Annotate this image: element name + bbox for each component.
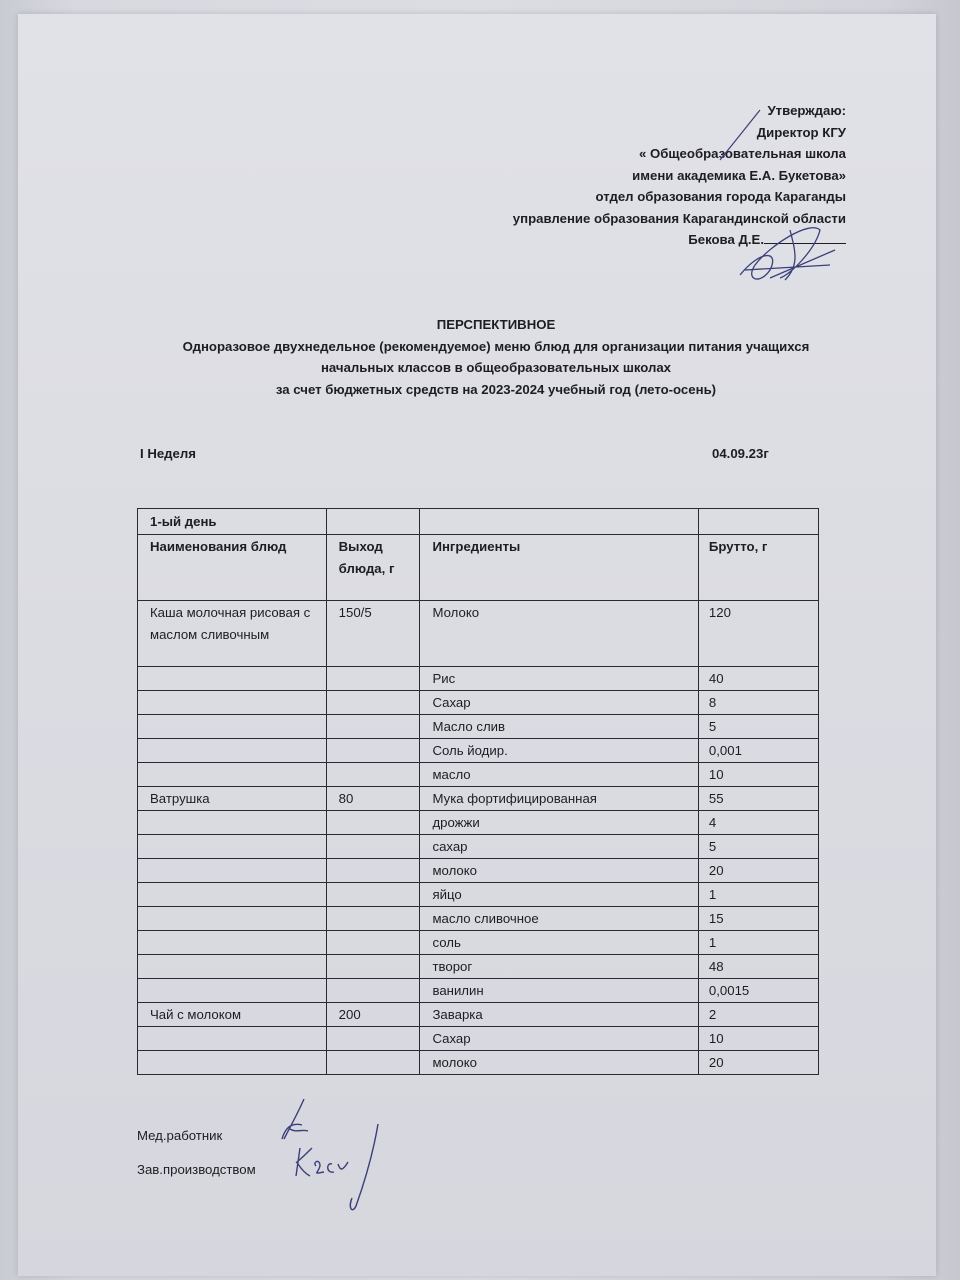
gross-weight-cell: 15 xyxy=(698,907,818,931)
ingredient-cell: Молоко xyxy=(420,601,698,667)
yield-cell: 80 xyxy=(326,787,420,811)
production-label: Зав.производством xyxy=(137,1162,256,1177)
ingredient-cell: молоко xyxy=(420,859,698,883)
table-row xyxy=(138,691,819,715)
yield-cell xyxy=(326,715,420,739)
gross-weight-cell: 20 xyxy=(698,1051,818,1075)
empty-cell xyxy=(420,509,698,535)
gross-weight-cell: 0,001 xyxy=(698,739,818,763)
day-label: 1-ый день xyxy=(138,509,327,535)
yield-cell xyxy=(326,1027,420,1051)
yield-cell xyxy=(326,835,420,859)
header-ingredient: Ингредиенты xyxy=(420,535,698,601)
yield-cell xyxy=(326,1051,420,1075)
dish-name-cell xyxy=(138,715,327,739)
yield-cell xyxy=(326,763,420,787)
yield-cell xyxy=(326,691,420,715)
ingredient-cell: сахар xyxy=(420,835,698,859)
approval-line: Утверждаю: xyxy=(767,103,846,118)
yield-cell xyxy=(326,979,420,1003)
yield-cell xyxy=(326,859,420,883)
header-dish: Наименования блюд xyxy=(138,535,327,601)
yield-cell xyxy=(326,883,420,907)
table-row xyxy=(138,979,819,1003)
table-row xyxy=(138,859,819,883)
table-row xyxy=(138,715,819,739)
director-signature xyxy=(700,100,850,290)
yield-cell xyxy=(326,955,420,979)
approval-line: « Общеобразовательная школа xyxy=(639,146,846,161)
table-row xyxy=(138,1051,819,1075)
gross-weight-cell: 1 xyxy=(698,883,818,907)
gross-weight-cell: 55 xyxy=(698,787,818,811)
dish-name-cell xyxy=(138,931,327,955)
dish-name-cell xyxy=(138,667,327,691)
gross-weight-cell: 48 xyxy=(698,955,818,979)
yield-cell: 200 xyxy=(326,1003,420,1027)
medic-label: Мед.работник xyxy=(137,1128,223,1143)
dish-name-cell xyxy=(138,1027,327,1051)
table-row xyxy=(138,955,819,979)
table-row xyxy=(138,601,819,667)
gross-weight-cell: 120 xyxy=(698,601,818,667)
dish-name-cell xyxy=(138,691,327,715)
signer-name: Бекова Д.Е. xyxy=(688,232,764,247)
ingredient-cell: яйцо xyxy=(420,883,698,907)
title-line: начальных классов в общеобразовательных школах xyxy=(320,360,672,375)
gross-weight-cell: 0,0015 xyxy=(698,979,818,1003)
gross-weight-cell: 4 xyxy=(698,811,818,835)
header-gross: Брутто, г xyxy=(698,535,818,601)
dish-name-cell xyxy=(138,835,327,859)
table-row xyxy=(138,667,819,691)
table-row xyxy=(138,907,819,931)
ingredient-cell: соль xyxy=(420,931,698,955)
yield-cell: 150/5 xyxy=(326,601,420,667)
gross-weight-cell: 10 xyxy=(698,763,818,787)
yield-cell xyxy=(326,739,420,763)
gross-weight-cell: 8 xyxy=(698,691,818,715)
yield-cell xyxy=(326,907,420,931)
yield-cell xyxy=(326,811,420,835)
table-row xyxy=(138,739,819,763)
ingredient-cell: молоко xyxy=(420,1051,698,1075)
ingredient-cell: Масло слив xyxy=(420,715,698,739)
table-row xyxy=(138,931,819,955)
approval-line: имени академика Е.А. Букетова» xyxy=(632,167,846,183)
document-date: 04.09.23г xyxy=(712,446,769,461)
ingredient-cell: ванилин xyxy=(420,979,698,1003)
ingredient-cell: Соль йодир. xyxy=(420,739,698,763)
ingredient-cell: масло сливочное xyxy=(420,907,698,931)
ingredient-cell: творог xyxy=(420,955,698,979)
signature-stroke xyxy=(740,228,835,280)
menu-table xyxy=(137,508,819,1075)
approval-line: управление образования Карагандинской области xyxy=(512,210,846,226)
document-title xyxy=(140,314,852,400)
dish-name-cell xyxy=(138,955,327,979)
ingredient-cell: дрожжи xyxy=(420,811,698,835)
dish-name-cell xyxy=(138,1051,327,1075)
dish-name-cell: Ватрушка xyxy=(138,787,327,811)
dish-name-cell xyxy=(138,883,327,907)
gross-weight-cell: 40 xyxy=(698,667,818,691)
signature-stroke xyxy=(296,1124,378,1210)
approval-line: отдел образования города Караганды xyxy=(595,189,846,204)
title-heading: ПЕРСПЕКТИВНОЕ xyxy=(436,317,556,332)
dish-name-cell xyxy=(138,907,327,931)
table-row xyxy=(138,1027,819,1051)
title-line: Одноразовое двухнедельное (рекомендуемое) меню блюд для организации питания учащихся xyxy=(182,338,810,354)
yield-cell xyxy=(326,667,420,691)
dish-name-cell xyxy=(138,979,327,1003)
yield-cell xyxy=(326,931,420,955)
empty-cell xyxy=(326,509,420,535)
empty-cell xyxy=(698,509,818,535)
gross-weight-cell: 1 xyxy=(698,931,818,955)
gross-weight-cell: 20 xyxy=(698,859,818,883)
table-row xyxy=(138,1003,819,1027)
ingredient-cell: Рис xyxy=(420,667,698,691)
ingredient-cell: Сахар xyxy=(420,691,698,715)
ingredient-cell: Сахар xyxy=(420,1027,698,1051)
gross-weight-cell: 5 xyxy=(698,835,818,859)
table-row xyxy=(138,763,819,787)
header-yield: Выход блюда, г xyxy=(326,535,420,601)
table-row xyxy=(138,811,819,835)
table-row xyxy=(138,787,819,811)
ingredient-cell: Заварка xyxy=(420,1003,698,1027)
ingredient-cell: масло xyxy=(420,763,698,787)
dish-name-cell xyxy=(138,763,327,787)
dish-name-cell: Чай с молоком xyxy=(138,1003,327,1027)
dish-name-cell xyxy=(138,859,327,883)
dish-name-cell: Каша молочная рисовая с маслом сливочным xyxy=(138,601,327,667)
gross-weight-cell: 2 xyxy=(698,1003,818,1027)
production-signature xyxy=(290,1118,400,1218)
day-row xyxy=(138,509,819,535)
approval-line: Директор КГУ xyxy=(756,124,846,140)
dish-name-cell xyxy=(138,739,327,763)
dish-name-cell xyxy=(138,811,327,835)
header-row xyxy=(138,535,819,601)
table-row xyxy=(138,835,819,859)
title-line: за счет бюджетных средств на 2023-2024 учебный год (лето-осень) xyxy=(275,381,717,397)
ingredient-cell: Мука фортифицированная xyxy=(420,787,698,811)
signature-stroke xyxy=(720,110,760,160)
table-row xyxy=(138,883,819,907)
gross-weight-cell: 10 xyxy=(698,1027,818,1051)
week-label: I Неделя xyxy=(140,446,196,461)
gross-weight-cell: 5 xyxy=(698,715,818,739)
